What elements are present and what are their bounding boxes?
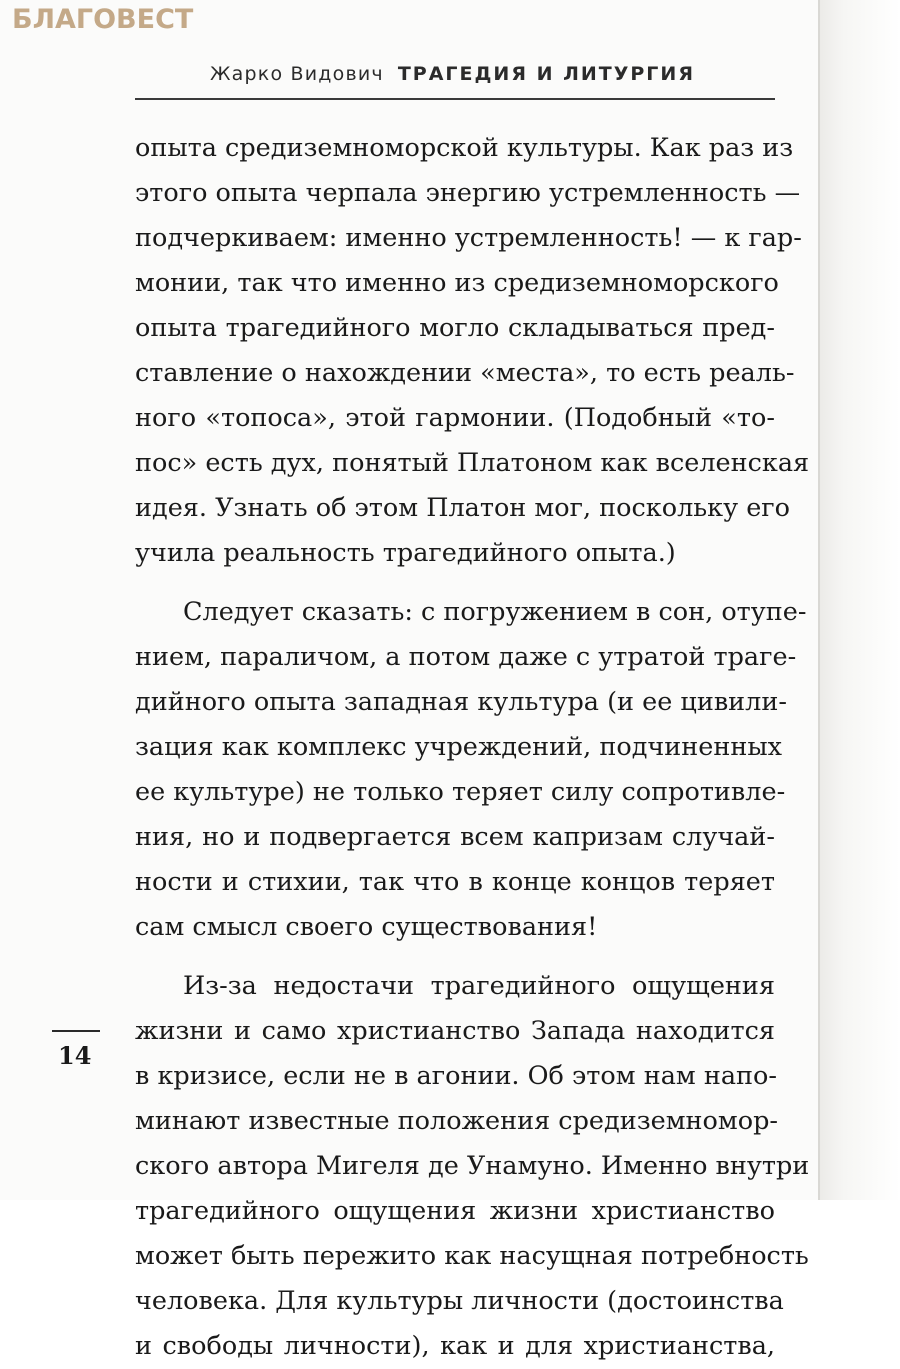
text-line: жизни и само христианство Запада находится: [135, 1016, 775, 1046]
text-line: ее культуре) не только теряет силу сопротивле-: [135, 777, 786, 807]
paragraph-gap: [135, 576, 775, 590]
text-line: этого опыта черпала энергию устремленность —: [135, 178, 801, 208]
running-head-author: Жарко Видович: [210, 63, 384, 85]
text-line: трагедийного ощущения жизни христианство: [135, 1196, 775, 1226]
paragraph-1: [135, 126, 810, 576]
page-number-rule: [52, 1030, 100, 1032]
body-text: [135, 126, 810, 1369]
paragraph-2: [135, 590, 807, 950]
store-watermark: БЛАГОВЕСТ: [12, 4, 194, 35]
text-line: в кризисе, если не в агонии. Об этом нам напо-: [135, 1061, 777, 1091]
text-line: зация как комплекс учреждений, подчиненных: [135, 732, 783, 762]
text-line: пос» есть дух, понятый Платоном как вселенская: [135, 448, 810, 478]
running-head: [210, 60, 770, 88]
text-line: ского автора Мигеля де Унамуно. Именно внутри: [135, 1151, 810, 1181]
page-number: 14: [58, 1041, 92, 1070]
text-line: опыта трагедийного могло складываться пред-: [135, 313, 775, 343]
page-edge-line: [818, 0, 820, 1200]
paragraph-gap: [135, 950, 775, 964]
text-line: Следует сказать: с погружением в сон, отупе-: [183, 597, 807, 627]
running-head-title: ТРАГЕДИЯ И ЛИТУРГИЯ: [397, 63, 695, 85]
text-line: человека. Для культуры личности (достоинства: [135, 1286, 784, 1316]
text-line: ния, но и подвергается всем капризам случай-: [135, 822, 775, 852]
text-line: ности и стихии, так что в конце концов теряет: [135, 867, 775, 897]
header-rule: [135, 98, 775, 100]
text-line: сам смысл своего существования!: [135, 912, 598, 942]
paragraph-3: [135, 964, 810, 1369]
text-line: Из-за недостачи трагедийного ощущения: [183, 971, 775, 1001]
text-line: нием, параличом, а потом даже с утратой траге-: [135, 642, 797, 672]
text-line: минают известные положения средиземномор-: [135, 1106, 779, 1136]
text-line: может быть пережито как насущная потребность: [135, 1241, 809, 1271]
page-edge-shadow: [820, 0, 900, 1200]
text-line: ставление о нахождении «места», то есть реаль-: [135, 358, 795, 388]
text-line: опыта средиземноморской культуры. Как раз из: [135, 133, 794, 163]
text-line: дийного опыта западная культура (и ее цивили-: [135, 687, 787, 717]
text-line: ного «топоса», этой гармонии. (Подобный «то-: [135, 403, 775, 433]
text-line: подчеркиваем: именно устремленность! — к гар-: [135, 223, 802, 253]
text-line: монии, так что именно из средиземноморского: [135, 268, 779, 298]
text-line: учила реальность трагедийного опыта.): [135, 538, 676, 568]
text-line: идея. Узнать об этом Платон мог, поскольку его: [135, 493, 791, 523]
text-line: и свободы личности), как и для христианства,: [135, 1331, 775, 1361]
